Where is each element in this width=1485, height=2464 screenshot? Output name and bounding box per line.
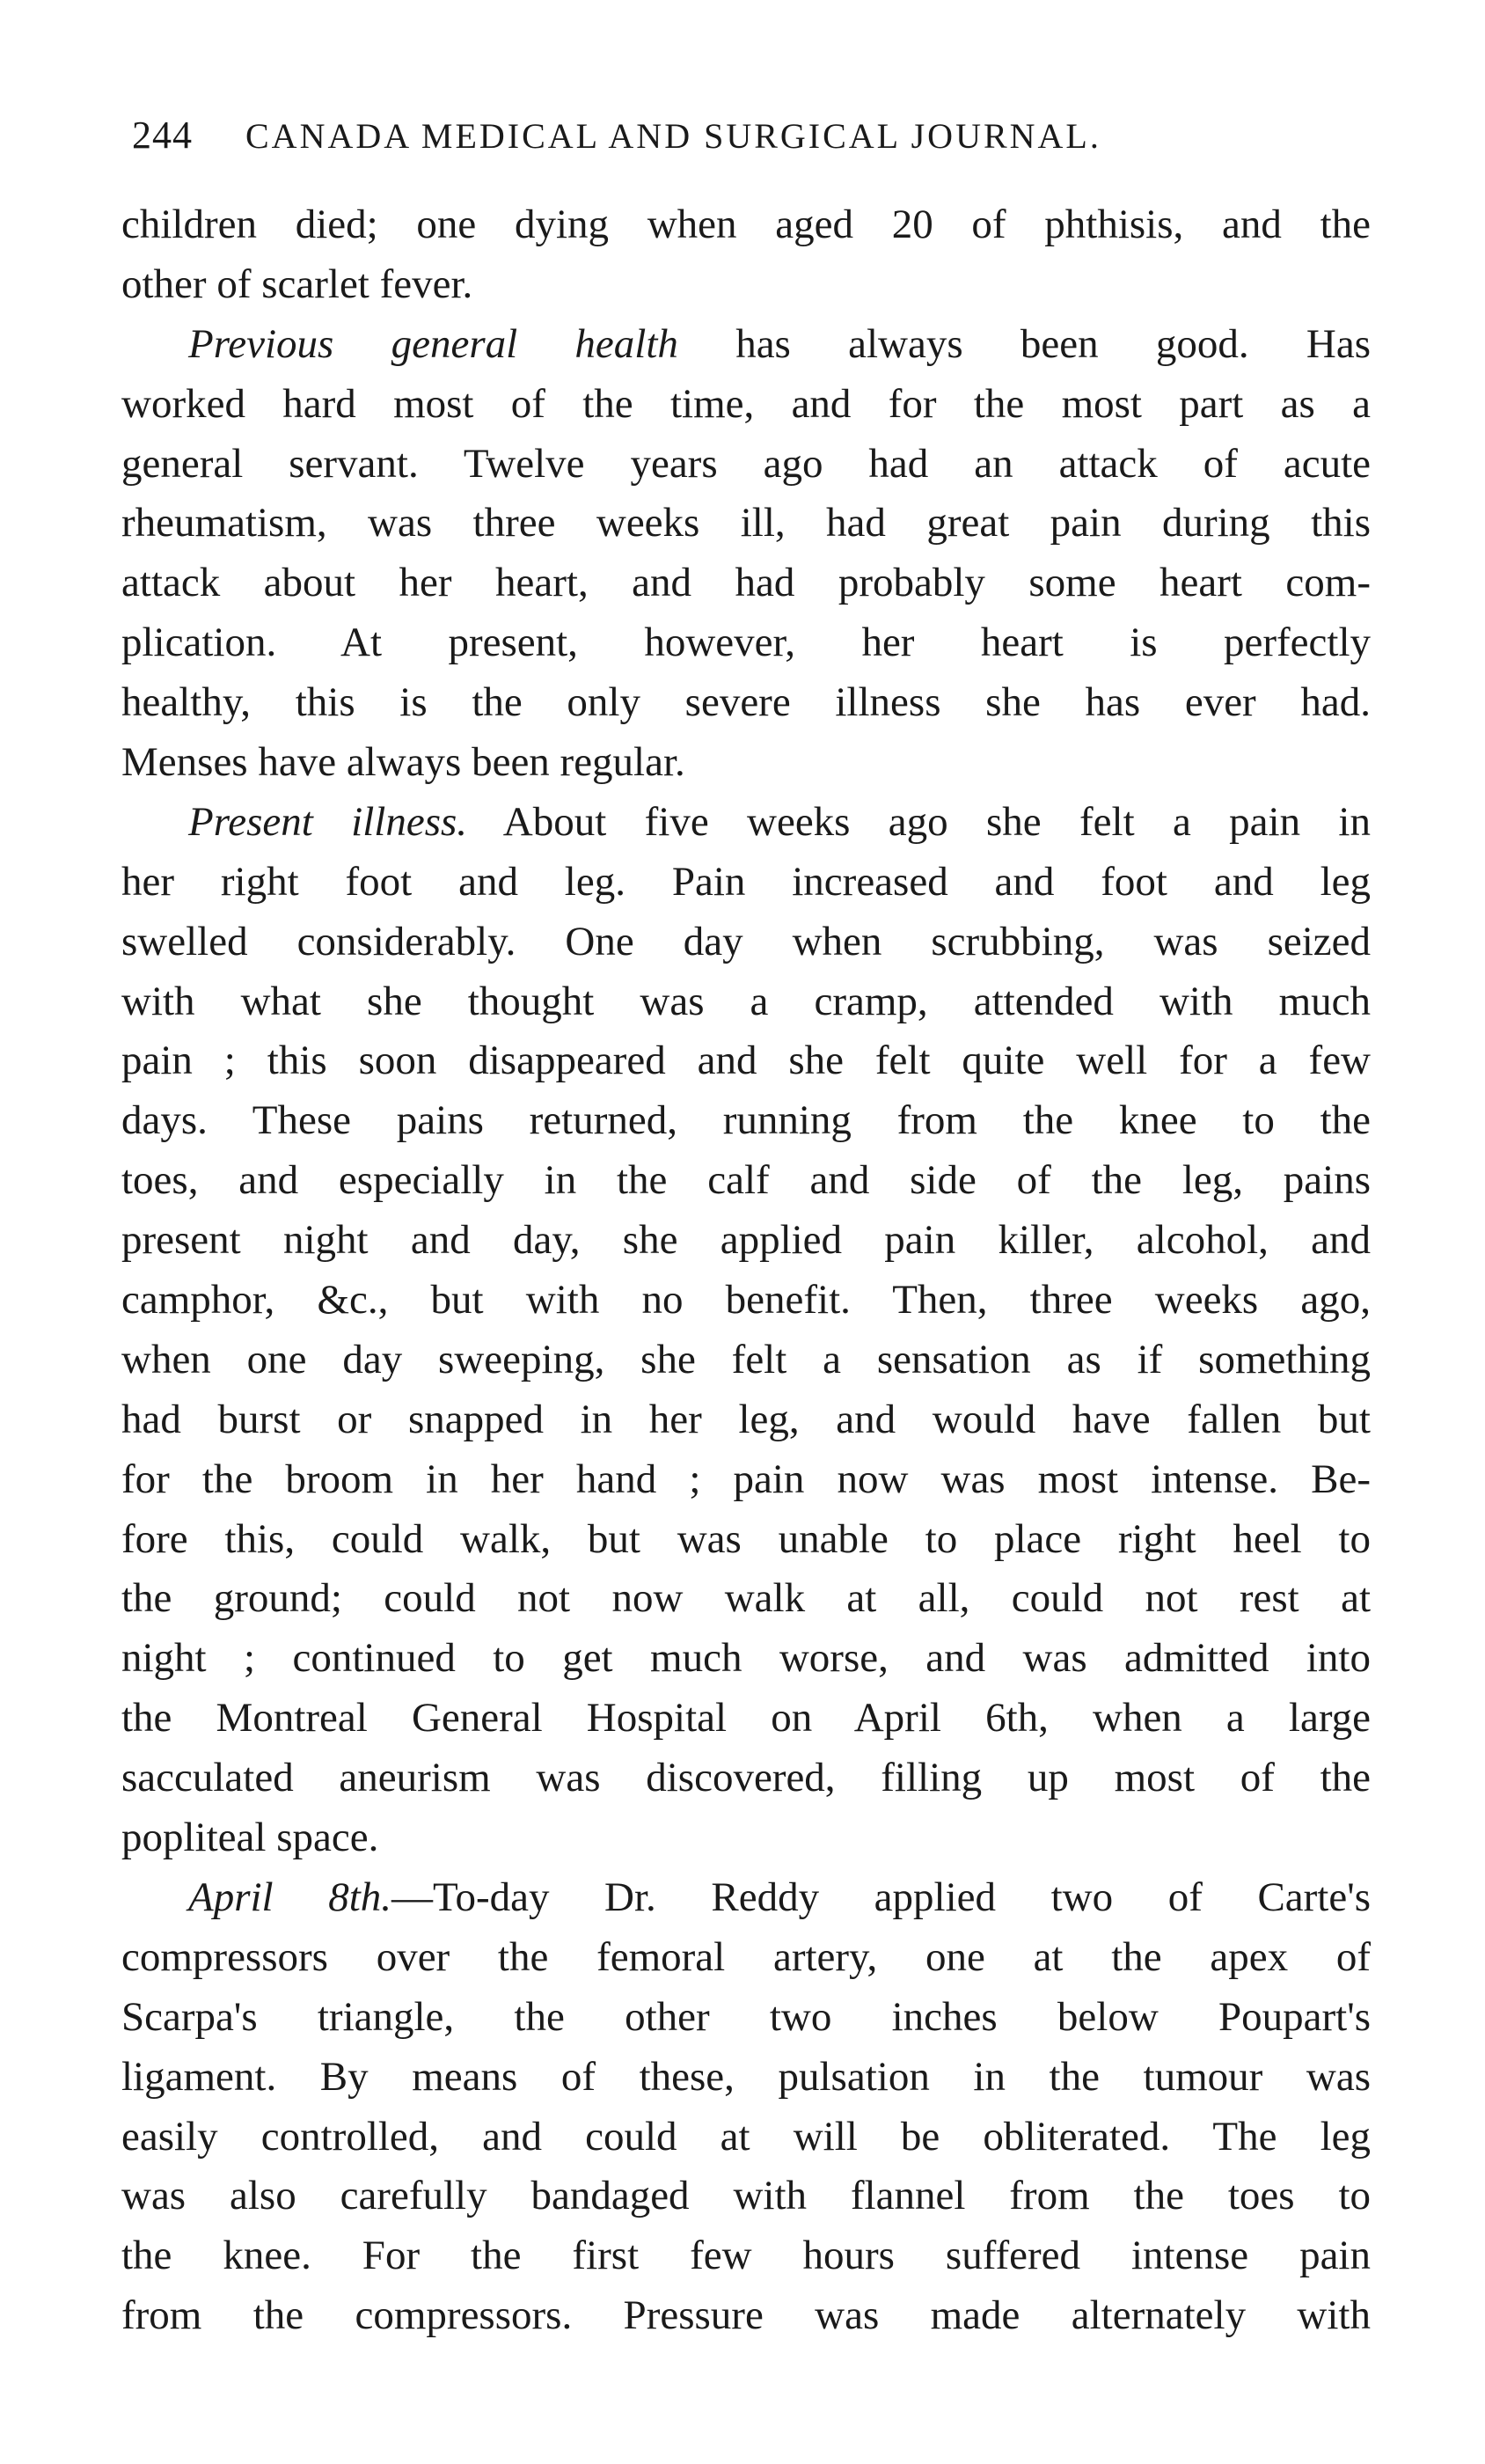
text-line <box>121 913 1371 972</box>
line-text: rheumatism, was three weeks ill, had great pain during this <box>121 500 1371 546</box>
text-line <box>121 1390 1371 1450</box>
line-text: pain ; this soon disappeared and she felt quite well for a few <box>121 1038 1371 1084</box>
line-text: ligament. By means of these, pulsation in the tumour was <box>121 2053 1371 2100</box>
text-line <box>121 613 1371 673</box>
line-text: fore this, could walk, but was unable to place right heel to <box>121 1515 1371 1562</box>
line-text: other of scarlet fever. <box>121 260 473 307</box>
line-text: has always been good. Has <box>677 320 1372 367</box>
text-line <box>121 2226 1371 2286</box>
text-line <box>121 733 1371 793</box>
text-line <box>121 375 1371 435</box>
line-text: was also carefully bandaged with flannel from the toes to <box>121 2173 1371 2219</box>
line-text: toes, and especially in the calf and side of the leg, pains <box>121 1157 1371 1204</box>
text-line <box>121 1689 1371 1749</box>
line-text: attack about her heart, and had probably some heart com- <box>121 560 1371 606</box>
line-text: children died; one dying when aged 20 of phthisis, and the <box>121 202 1371 247</box>
text-line <box>121 1151 1371 1211</box>
text-line <box>121 1450 1371 1510</box>
line-text: general servant. Twelve years ago had an attack of acute <box>121 440 1371 487</box>
text-line <box>121 1510 1371 1570</box>
text-line <box>121 315 1371 375</box>
italic-lead: Previous general health <box>188 320 678 367</box>
line-text: when one day sweeping, she felt a sensation as if something <box>121 1336 1371 1382</box>
text-line <box>121 2286 1371 2346</box>
text-line <box>121 2167 1371 2226</box>
text-line <box>121 2048 1371 2108</box>
line-text: Menses have always been regular. <box>121 739 685 786</box>
page-number: 244 <box>132 114 193 157</box>
text-line <box>121 1928 1371 1988</box>
line-text: had burst or snapped in her leg, and would have fallen but <box>121 1396 1371 1442</box>
text-line <box>121 1629 1371 1689</box>
line-text: days. These pains returned, running from the knee to the <box>121 1097 1371 1144</box>
line-text: —To-day Dr. Reddy applied two of Carte's <box>391 1874 1371 1920</box>
text-line <box>121 255 1371 315</box>
line-text: swelled considerably. One day when scrubbing, was seized <box>121 918 1371 964</box>
body-text <box>121 195 1371 2346</box>
text-line <box>121 494 1371 554</box>
line-text: the knee. For the first few hours suffered intense pain <box>121 2233 1371 2279</box>
text-line <box>121 1031 1371 1091</box>
italic-lead: Present illness. <box>188 798 468 845</box>
line-text: healthy, this is the only severe illness she has ever had. <box>121 679 1371 726</box>
text-line <box>121 1211 1371 1271</box>
line-text: About five weeks ago she felt a pain in <box>467 798 1371 845</box>
text-line <box>121 1569 1371 1629</box>
line-text: for the broom in her hand ; pain now was most intense. Be- <box>121 1456 1371 1502</box>
line-text: with what she thought was a cramp, attended with much <box>121 978 1371 1024</box>
line-text: Scarpa's triangle, the other two inches below Poupart's <box>121 1993 1371 2040</box>
text-line <box>121 1271 1371 1331</box>
line-text: sacculated aneurism was discovered, filling up most of the <box>121 1755 1371 1801</box>
text-line <box>121 1808 1371 1868</box>
text-line <box>121 1988 1371 2048</box>
text-line <box>121 435 1371 495</box>
line-text: worked hard most of the time, and for the most part as a <box>121 380 1371 427</box>
line-text: night ; continued to get much worse, and was admitted into <box>121 1635 1371 1682</box>
line-text: the ground; could not now walk at all, could not rest at <box>121 1575 1371 1622</box>
line-text: easily controlled, and could at will be obliterated. The leg <box>121 2113 1371 2160</box>
line-text: present night and day, she applied pain killer, alcohol, and <box>121 1217 1371 1264</box>
text-line <box>121 972 1371 1032</box>
text-line <box>121 2108 1371 2167</box>
line-text: the Montreal General Hospital on April 6th, when a large <box>121 1695 1371 1742</box>
text-line <box>121 1868 1371 1928</box>
line-text: from the compressors. Pressure was made alternately with <box>121 2292 1371 2339</box>
italic-lead: April 8th. <box>188 1874 392 1920</box>
line-text: popliteal space. <box>121 1815 379 1861</box>
text-line <box>121 1091 1371 1151</box>
line-text: plication. At present, however, her heart is perfectly <box>121 620 1371 666</box>
text-line <box>121 1749 1371 1808</box>
text-line <box>121 673 1371 733</box>
page-header <box>132 113 1381 165</box>
text-line <box>121 195 1371 255</box>
text-line <box>121 1331 1371 1390</box>
text-line <box>121 853 1371 913</box>
line-text: compressors over the femoral artery, one at the apex of <box>121 1933 1371 1980</box>
text-line <box>121 793 1371 853</box>
line-text: her right foot and leg. Pain increased and foot and leg <box>121 858 1371 905</box>
line-text: camphor, &c., but with no benefit. Then, three weeks ago, <box>121 1277 1371 1324</box>
running-head: CANADA MEDICAL AND SURGICAL JOURNAL. <box>245 116 1101 156</box>
text-line <box>121 554 1371 613</box>
